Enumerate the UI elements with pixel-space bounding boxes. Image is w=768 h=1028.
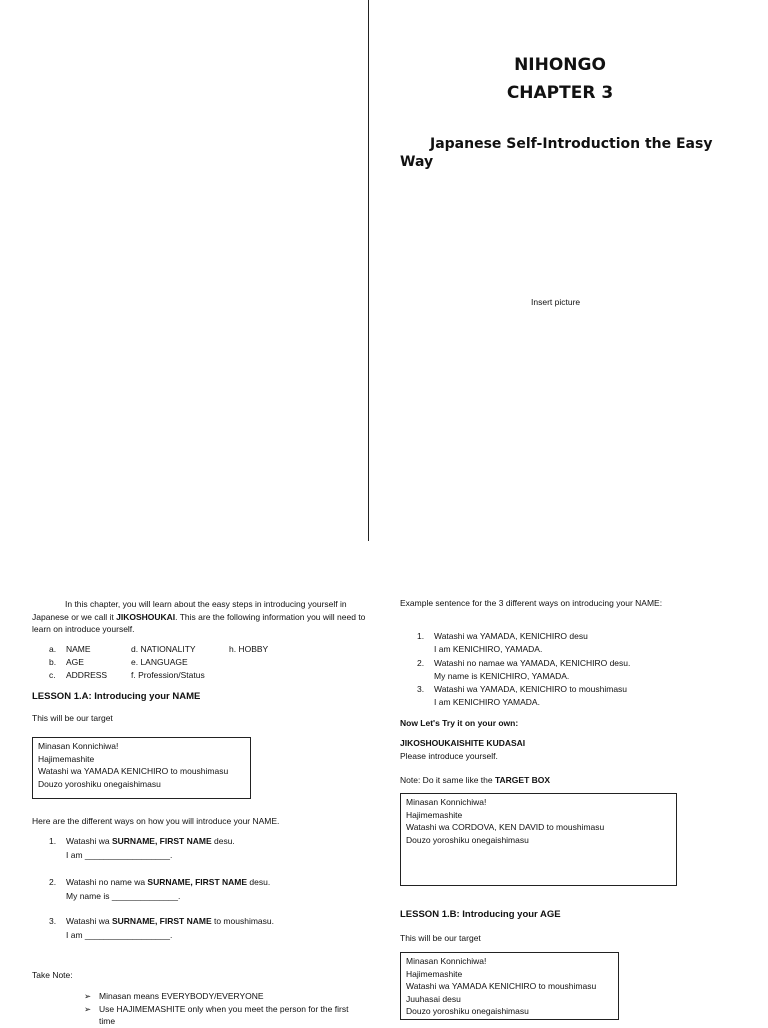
note-text: time: [99, 1016, 116, 1026]
jiko-heading: JIKOSHOUKAISHITE KUDASAI: [400, 738, 526, 748]
note-text: Minasan means EVERYBODY/EVERYONE: [99, 991, 264, 1001]
target-label-b: This will be our target: [400, 933, 481, 943]
way-post: desu.: [247, 877, 271, 887]
example-number: 1.: [417, 631, 425, 641]
list-col-a: NAME: [66, 644, 91, 654]
note-item-continued: [84, 1015, 374, 1028]
list-col-c: h. HOBBY: [229, 644, 269, 654]
list-marker: a.: [49, 644, 57, 654]
list-col-b: e. LANGUAGE: [131, 657, 188, 667]
picture-placeholder: Insert picture: [531, 297, 581, 307]
target-box: [32, 737, 251, 799]
way-bold: SURNAME, FIRST NAME: [111, 916, 212, 926]
target-line: Douzo yoroshiku onegaishimasu: [38, 778, 161, 789]
note-bold: TARGET BOX: [494, 775, 551, 785]
target-line: Hajimemashite: [38, 753, 95, 764]
intro-text-2: . This are the following information you will need to learn on introduce yourself.: [32, 611, 366, 634]
example-line1: Watashi no namae wa YAMADA, KENICHIRO desu.: [434, 658, 631, 668]
example-label: Example sentence for the 3 different ways on introducing your NAME:: [400, 598, 663, 608]
target-line: Douzo yoroshiku onegaishimasu: [406, 1006, 529, 1016]
note-line: [400, 774, 550, 787]
answer-line: Douzo yoroshiku onegaishimasu: [406, 834, 529, 845]
lesson-a-heading: LESSON 1.A: Introducing your NAME: [32, 691, 201, 702]
cover-chapter: CHAPTER 3: [506, 83, 614, 103]
way-post: desu.: [211, 836, 235, 846]
way-bold: SURNAME, FIRST NAME: [147, 877, 248, 887]
way-post: to moushimasu.: [211, 916, 274, 926]
answer-line: Hajimemashite: [406, 809, 463, 820]
cover-title: NIHONGO: [514, 55, 606, 75]
way-number: 2.: [49, 877, 57, 887]
list-col-b: f. Profession/Status: [131, 670, 205, 680]
example-line1: Watashi wa YAMADA, KENICHIRO to moushimasu: [434, 684, 628, 694]
answer-line: Minasan Konnichiwa!: [406, 797, 487, 807]
answer-box: [400, 793, 677, 886]
lesson-b-heading: LESSON 1.B: Introducing your AGE: [400, 909, 561, 920]
cover-subtitle: [400, 135, 740, 171]
list-col-a: AGE: [66, 657, 84, 667]
note-pre: Note: Do it same like the: [400, 775, 495, 785]
way-line: [66, 876, 270, 889]
intro-paragraph: [32, 598, 370, 636]
target-label: This will be our target: [32, 713, 113, 723]
list-marker: b.: [49, 657, 57, 667]
intro-bold: JIKOSHOUKAI: [116, 611, 176, 622]
way-pre: Watashi no name wa: [66, 877, 148, 887]
intro-text-1: In this chapter, you will learn about the easy steps in introducing yourself in Japanese or we call it: [32, 599, 347, 622]
example-line2: My name is KENICHIRO, YAMADA.: [434, 670, 570, 681]
note-item: [84, 1003, 374, 1016]
example-line2: I am KENICHIRO, YAMADA.: [434, 643, 543, 654]
way-pre: Watashi wa: [66, 916, 112, 926]
arrow-bullet-icon: ➢: [84, 1003, 92, 1014]
way-pre: Watashi wa: [66, 836, 112, 846]
please-text: Please introduce yourself.: [400, 751, 498, 761]
way-line: [66, 915, 274, 928]
list-col-a: ADDRESS: [66, 670, 108, 680]
target-line: Hajimemashite: [406, 968, 463, 979]
page-divider: [368, 0, 369, 541]
target-line: Watashi wa YAMADA KENICHIRO to moushimasu: [406, 981, 597, 991]
list-col-b: d. NATIONALITY: [131, 644, 196, 654]
way-line2: I am __________________.: [66, 930, 173, 940]
target-line: Watashi wa YAMADA KENICHIRO to moushimasu: [38, 766, 229, 776]
take-note-label: Take Note:: [32, 970, 73, 980]
example-number: 2.: [417, 658, 425, 668]
way-line2: My name is ______________.: [66, 891, 181, 901]
answer-line: Watashi wa CORDOVA, KEN DAVID to moushimasu: [406, 822, 605, 832]
note-item: [84, 990, 374, 1003]
cover-subtitle-text: Japanese Self-Introduction the Easy Way: [400, 136, 713, 170]
target-line: Juuhasai desu: [406, 993, 461, 1004]
notes-list: [84, 990, 374, 1028]
target-line: Minasan Konnichiwa!: [38, 741, 119, 751]
way-number: 3.: [49, 916, 57, 926]
list-marker: c.: [49, 670, 56, 680]
arrow-bullet-icon: ➢: [84, 991, 92, 1001]
way-bold: SURNAME, FIRST NAME: [111, 836, 212, 846]
example-line2: I am KENICHIRO YAMADA.: [434, 696, 540, 707]
way-line2: I am __________________.: [66, 850, 173, 860]
ways-label: Here are the different ways on how you will introduce your NAME.: [32, 816, 280, 826]
example-line1: Watashi wa YAMADA, KENICHIRO desu: [434, 631, 588, 641]
way-line: [66, 835, 235, 848]
try-heading: Now Let's Try it on your own:: [400, 718, 519, 728]
example-number: 3.: [417, 684, 425, 694]
target-box-b: [400, 952, 619, 1020]
note-text: Use HAJIMEMASHITE only when you meet the person for the first: [99, 1003, 349, 1014]
way-number: 1.: [49, 836, 57, 846]
target-line: Minasan Konnichiwa!: [406, 956, 487, 966]
